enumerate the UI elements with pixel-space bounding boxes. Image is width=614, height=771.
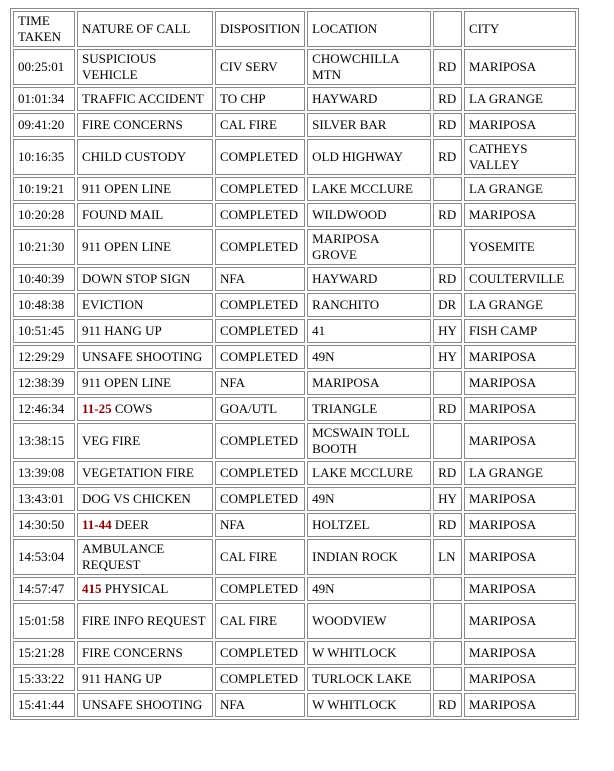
city-cell: CATHEYS VALLEY [464,139,576,175]
location-cell: 41 [307,319,431,343]
city-cell: LA GRANGE [464,293,576,317]
location-cell: MARIPOSA GROVE [307,229,431,265]
suffix-cell: RD [433,113,462,137]
call-log-table [10,8,579,720]
table-row [13,603,576,639]
location-cell: MCSWAIN TOLL BOOTH [307,423,431,459]
disposition-cell: COMPLETED [215,293,305,317]
time-cell: 13:43:01 [13,487,75,511]
location-cell: HAYWARD [307,87,431,111]
table-row [13,539,576,575]
disposition-cell: COMPLETED [215,423,305,459]
nature-text: 911 OPEN LINE [82,181,172,196]
header-nature: NATURE OF CALL [77,11,213,47]
disposition-cell: COMPLETED [215,177,305,201]
call-log-document [10,8,579,720]
table-row [13,641,576,665]
location-cell: TURLOCK LAKE [307,667,431,691]
location-cell: RANCHITO [307,293,431,317]
suffix-cell: RD [433,267,462,291]
nature-cell [77,693,213,717]
time-cell: 14:53:04 [13,539,75,575]
city-cell: MARIPOSA [464,371,576,395]
header-city: CITY [464,11,576,47]
disposition-cell: NFA [215,267,305,291]
location-cell: 49N [307,345,431,369]
time-cell: 15:41:44 [13,693,75,717]
nature-cell [77,423,213,459]
nature-text: DOG VS CHICKEN [82,491,191,506]
suffix-cell: RD [433,87,462,111]
table-row [13,513,576,537]
location-cell: HAYWARD [307,267,431,291]
nature-cell [77,345,213,369]
time-cell: 12:46:34 [13,397,75,421]
nature-text: 911 HANG UP [82,323,162,338]
disposition-cell: COMPLETED [215,139,305,175]
nature-cell [77,487,213,511]
disposition-cell: CAL FIRE [215,539,305,575]
table-row [13,397,576,421]
city-cell: FISH CAMP [464,319,576,343]
city-cell: YOSEMITE [464,229,576,265]
time-cell: 10:19:21 [13,177,75,201]
city-cell: LA GRANGE [464,87,576,111]
table-row [13,577,576,601]
location-cell: LAKE MCCLURE [307,177,431,201]
disposition-cell: COMPLETED [215,577,305,601]
table-row [13,139,576,175]
call-code: 11-44 [82,517,112,532]
suffix-cell [433,371,462,395]
nature-text: 911 OPEN LINE [82,239,172,254]
suffix-cell [433,177,462,201]
time-cell: 10:20:28 [13,203,75,227]
suffix-cell [433,603,462,639]
suffix-cell: RD [433,461,462,485]
time-cell: 12:38:39 [13,371,75,395]
location-cell: 49N [307,487,431,511]
time-cell: 13:38:15 [13,423,75,459]
header-suffix [433,11,462,47]
location-cell: LAKE MCCLURE [307,461,431,485]
city-cell: COULTERVILLE [464,267,576,291]
disposition-cell: COMPLETED [215,203,305,227]
time-cell: 10:51:45 [13,319,75,343]
city-cell: MARIPOSA [464,577,576,601]
suffix-cell: HY [433,319,462,343]
table-row [13,371,576,395]
city-cell: MARIPOSA [464,641,576,665]
nature-text: UNSAFE SHOOTING [82,349,203,364]
disposition-cell: COMPLETED [215,487,305,511]
nature-text: EVICTION [82,297,144,312]
suffix-cell: RD [433,203,462,227]
location-cell: W WHITLOCK [307,693,431,717]
nature-text: FOUND MAIL [82,207,164,222]
disposition-cell: COMPLETED [215,319,305,343]
nature-cell [77,539,213,575]
time-cell: 14:57:47 [13,577,75,601]
nature-text: AMBULANCE REQUEST [82,541,168,572]
disposition-cell: TO CHP [215,87,305,111]
nature-text: DOWN STOP SIGN [82,271,191,286]
city-cell: LA GRANGE [464,461,576,485]
suffix-cell: HY [433,345,462,369]
city-cell: MARIPOSA [464,603,576,639]
disposition-cell: NFA [215,693,305,717]
nature-text: 911 OPEN LINE [82,375,172,390]
city-cell: MARIPOSA [464,423,576,459]
nature-cell [77,641,213,665]
suffix-cell: DR [433,293,462,317]
location-cell: WOODVIEW [307,603,431,639]
location-cell: 49N [307,577,431,601]
nature-cell [77,461,213,485]
nature-text: TRAFFIC ACCIDENT [82,91,204,106]
disposition-cell: CIV SERV [215,49,305,85]
nature-cell [77,267,213,291]
nature-cell [77,229,213,265]
nature-text: VEG FIRE [82,433,141,448]
header-location: LOCATION [307,11,431,47]
location-cell: INDIAN ROCK [307,539,431,575]
disposition-cell: NFA [215,513,305,537]
time-cell: 15:21:28 [13,641,75,665]
location-cell: HOLTZEL [307,513,431,537]
nature-text: UNSAFE SHOOTING [82,697,203,712]
suffix-cell [433,423,462,459]
table-row [13,229,576,265]
suffix-cell: RD [433,49,462,85]
time-cell: 00:25:01 [13,49,75,85]
nature-cell [77,319,213,343]
nature-text: PHYSICAL [101,581,169,596]
city-cell: MARIPOSA [464,49,576,85]
suffix-cell: RD [433,397,462,421]
nature-cell [77,87,213,111]
nature-cell [77,577,213,601]
nature-cell [77,667,213,691]
nature-cell [77,293,213,317]
disposition-cell: GOA/UTL [215,397,305,421]
city-cell: MARIPOSA [464,397,576,421]
nature-cell [77,397,213,421]
table-row [13,667,576,691]
nature-cell [77,203,213,227]
table-row [13,177,576,201]
time-cell: 10:21:30 [13,229,75,265]
header-time: TIME TAKEN [13,11,75,47]
city-cell: MARIPOSA [464,693,576,717]
table-row [13,267,576,291]
table-row [13,49,576,85]
table-row [13,203,576,227]
time-cell: 15:33:22 [13,667,75,691]
nature-text: SUSPICIOUS VEHICLE [82,51,160,82]
time-cell: 10:48:38 [13,293,75,317]
table-row [13,319,576,343]
city-cell: MARIPOSA [464,345,576,369]
call-code: 415 [82,581,102,596]
disposition-cell: COMPLETED [215,641,305,665]
suffix-cell [433,577,462,601]
nature-cell [77,603,213,639]
disposition-cell: CAL FIRE [215,603,305,639]
disposition-cell: COMPLETED [215,345,305,369]
time-cell: 15:01:58 [13,603,75,639]
suffix-cell: RD [433,513,462,537]
call-code: 11-25 [82,401,112,416]
nature-cell [77,49,213,85]
table-row [13,345,576,369]
nature-text: CHILD CUSTODY [82,149,187,164]
suffix-cell [433,229,462,265]
nature-cell [77,139,213,175]
nature-cell [77,177,213,201]
nature-text: FIRE CONCERNS [82,117,183,132]
location-cell: CHOWCHILLA MTN [307,49,431,85]
time-cell: 10:16:35 [13,139,75,175]
suffix-cell: HY [433,487,462,511]
location-cell: MARIPOSA [307,371,431,395]
nature-text: DEER [111,517,149,532]
location-cell: TRIANGLE [307,397,431,421]
table-row [13,423,576,459]
location-cell: WILDWOOD [307,203,431,227]
nature-text: FIRE INFO REQUEST [82,613,206,628]
location-cell: OLD HIGHWAY [307,139,431,175]
city-cell: MARIPOSA [464,539,576,575]
suffix-cell: LN [433,539,462,575]
disposition-cell: NFA [215,371,305,395]
time-cell: 09:41:20 [13,113,75,137]
suffix-cell [433,641,462,665]
nature-text: 911 HANG UP [82,671,162,686]
nature-cell [77,513,213,537]
disposition-cell: COMPLETED [215,461,305,485]
disposition-cell: COMPLETED [215,229,305,265]
city-cell: MARIPOSA [464,203,576,227]
time-cell: 12:29:29 [13,345,75,369]
table-body [13,49,576,717]
suffix-cell [433,667,462,691]
suffix-cell: RD [433,693,462,717]
city-cell: LA GRANGE [464,177,576,201]
suffix-cell: RD [433,139,462,175]
disposition-cell: COMPLETED [215,667,305,691]
table-row [13,113,576,137]
city-cell: MARIPOSA [464,667,576,691]
nature-cell [77,113,213,137]
nature-text: VEGETATION FIRE [82,465,194,480]
table-row [13,461,576,485]
table-row [13,693,576,717]
city-cell: MARIPOSA [464,513,576,537]
nature-text: FIRE CONCERNS [82,645,183,660]
city-cell: MARIPOSA [464,113,576,137]
header-disposition: DISPOSITION [215,11,305,47]
time-cell: 10:40:39 [13,267,75,291]
table-row [13,87,576,111]
city-cell: MARIPOSA [464,487,576,511]
nature-text: COWS [111,401,153,416]
table-row [13,487,576,511]
time-cell: 13:39:08 [13,461,75,485]
header-row [13,11,576,47]
location-cell: W WHITLOCK [307,641,431,665]
nature-cell [77,371,213,395]
time-cell: 01:01:34 [13,87,75,111]
disposition-cell: CAL FIRE [215,113,305,137]
time-cell: 14:30:50 [13,513,75,537]
table-row [13,293,576,317]
location-cell: SILVER BAR [307,113,431,137]
